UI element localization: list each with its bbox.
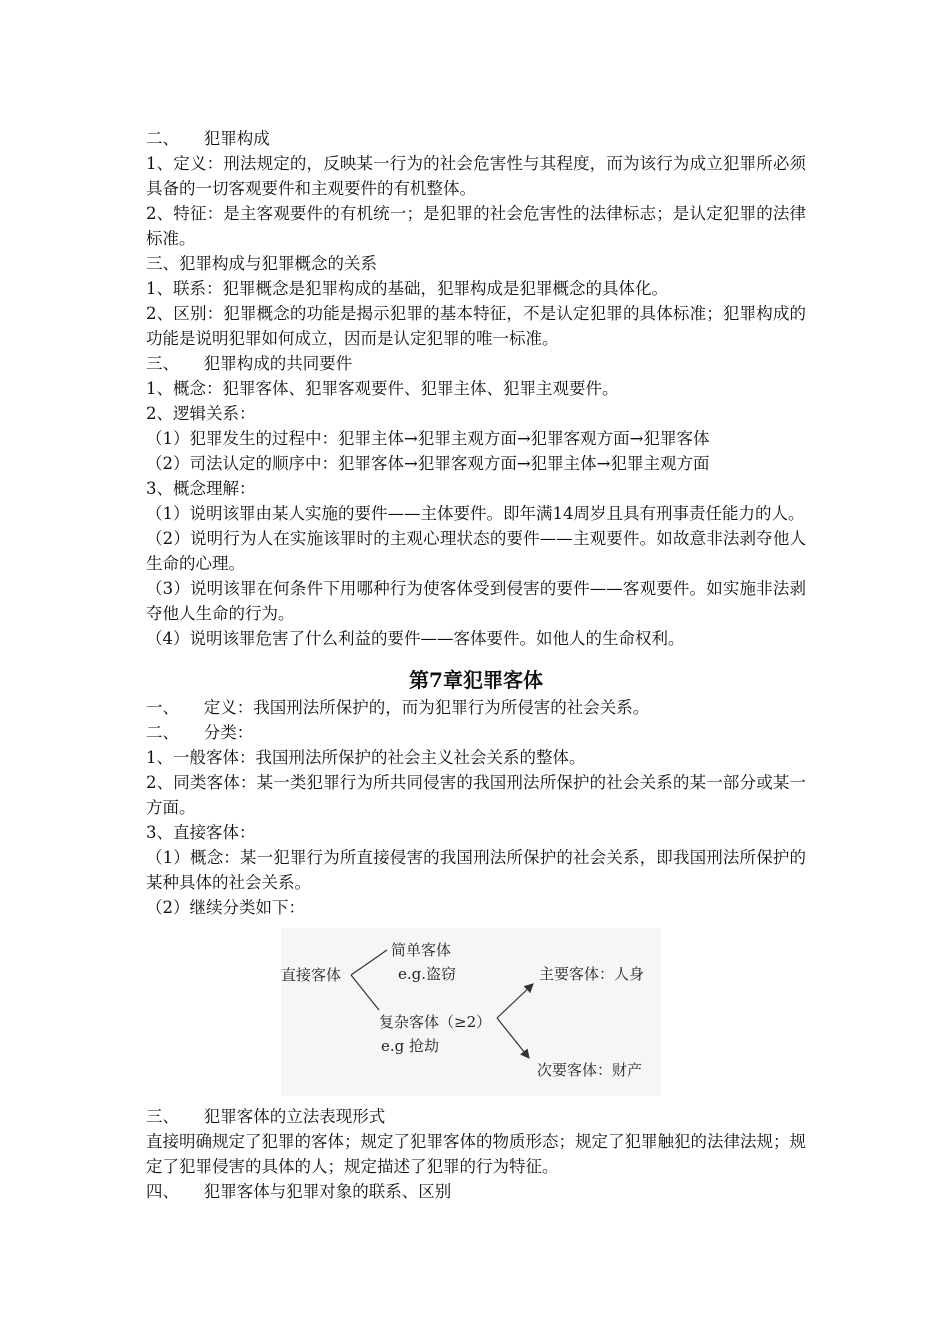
diagram-secondary-label: 次要客体：财产	[537, 1061, 643, 1079]
text-line: 1、定义：刑法规定的，反映某一行为的社会危害性与其程度，而为该行为成立犯罪所必须具备的一切客观要件和主观要件的有机整体。	[146, 154, 806, 198]
section-crime-constitution	[146, 126, 806, 651]
text-line: 2、特征：是主客观要件的有机统一；是犯罪的社会危害性的法律标志；是认定犯罪的法律标准。	[146, 204, 806, 248]
section-heading: 二、 分类：	[146, 723, 254, 742]
text-line: 2、区别：犯罪概念的功能是揭示犯罪的基本特征，不是认定犯罪的具体标准；犯罪构成的功能是说明犯罪如何成立，因而是认定犯罪的唯一标准。	[146, 304, 806, 348]
text-line: 2、同类客体：某一类犯罪行为所共同侵害的我国刑法所保护的社会关系的某一部分或某一方面。	[146, 773, 806, 817]
section-crime-object	[146, 695, 806, 920]
text-line: （4）说明该罪危害了什么利益的要件——客体要件。如他人的生命权利。	[146, 629, 685, 648]
text-line: 1、概念：犯罪客体、犯罪客观要件、犯罪主体、犯罪主观要件。	[146, 379, 619, 398]
text-line: 3、概念理解：	[146, 479, 256, 498]
text-line: （1）说明该罪由某人实施的要件——主体要件。即年满14周岁且具有刑事责任能力的人。	[146, 504, 805, 523]
arrow-root-to-complex	[351, 975, 379, 1010]
arrow-complex-to-secondary	[497, 1018, 529, 1058]
text-line: 1、一般客体：我国刑法所保护的社会主义社会关系的整体。	[146, 748, 586, 767]
text-line: 2、逻辑关系：	[146, 404, 256, 423]
text-line: 1、联系：犯罪概念是犯罪构成的基础，犯罪构成是犯罪概念的具体化。	[146, 279, 668, 298]
text-line: 三、犯罪构成与犯罪概念的关系	[146, 254, 377, 273]
text-line: 3、直接客体：	[146, 823, 256, 842]
section-legislative-forms	[146, 1104, 806, 1204]
diagram-simple-label: 简单客体	[391, 941, 452, 959]
section-heading: 二、 犯罪构成	[146, 129, 270, 148]
arrow-complex-to-primary	[497, 984, 533, 1018]
text-line: 直接明确规定了犯罪的客体；规定了犯罪客体的物质形态；规定了犯罪触犯的法律法规；规定了犯罪侵害的具体的人；规定描述了犯罪的行为特征。	[146, 1132, 806, 1176]
section-heading: 四、 犯罪客体与犯罪对象的联系、区别	[146, 1182, 452, 1201]
text-line: （2）继续分类如下：	[146, 898, 305, 917]
direct-object-classification-diagram	[281, 928, 661, 1096]
diagram-simple-example: e.g.盗窃	[398, 965, 457, 983]
text-line: （1）概念：某一犯罪行为所直接侵害的我国刑法所保护的社会关系，即我国刑法所保护的某种具体的社会关系。	[146, 848, 806, 892]
text-line: （2）说明行为人在实施该罪时的主观心理状态的要件——主观要件。如故意非法剥夺他人生命的心理。	[146, 529, 806, 573]
diagram-complex-example: e.g 抢劫	[381, 1037, 440, 1055]
section-heading: 三、 犯罪客体的立法表现形式	[146, 1107, 386, 1126]
section-heading: 三、 犯罪构成的共同要件	[146, 354, 353, 373]
section-heading: 一、 定义：我国刑法所保护的，而为犯罪行为所侵害的社会关系。	[146, 698, 650, 717]
document-page	[146, 126, 806, 1204]
text-line: （3）说明该罪在何条件下用哪种行为使客体受到侵害的要件——客观要件。如实施非法剥夺他人生命的行为。	[146, 579, 806, 623]
arrow-root-to-simple	[351, 950, 387, 975]
diagram-complex-label: 复杂客体（≥2）	[379, 1013, 492, 1031]
text-line: （2）司法认定的顺序中：犯罪客体→犯罪客观方面→犯罪主体→犯罪主观方面	[146, 454, 710, 473]
chapter-title: 第7章犯罪客体	[409, 668, 543, 692]
diagram-root-label: 直接客体	[281, 966, 342, 984]
text-line: （1）犯罪发生的过程中：犯罪主体→犯罪主观方面→犯罪客观方面→犯罪客体	[146, 429, 710, 448]
diagram-primary-label: 主要客体：人身	[539, 965, 645, 983]
